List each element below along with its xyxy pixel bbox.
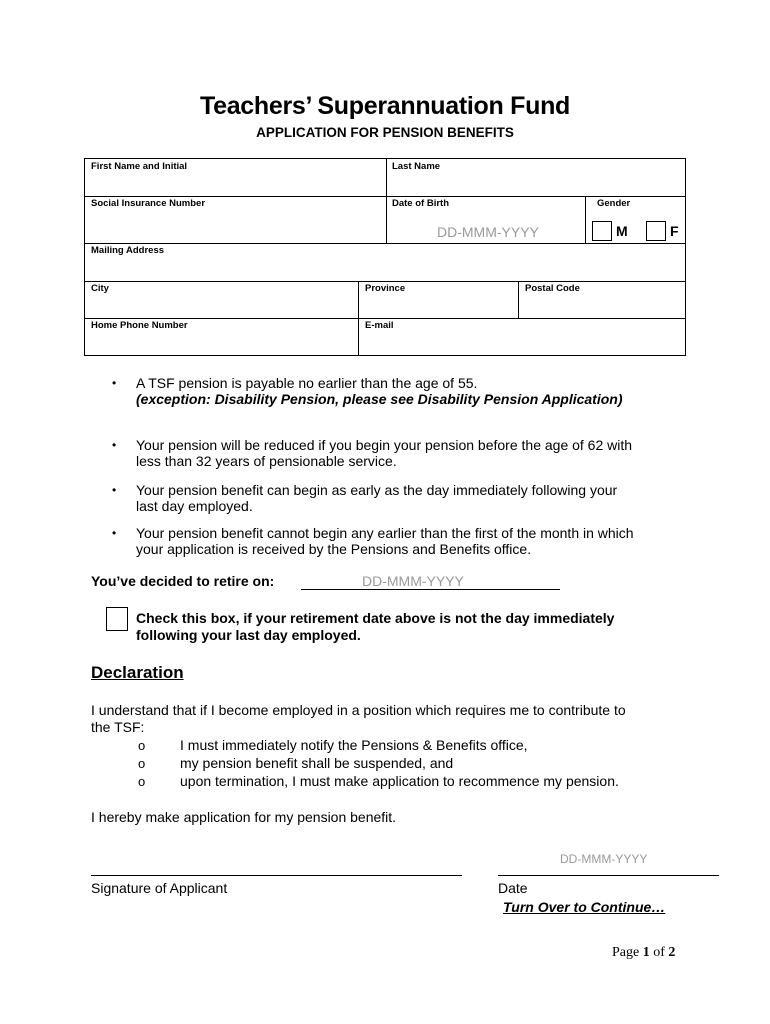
sin-label: Social Insurance Number — [91, 198, 206, 209]
page-total: 2 — [668, 945, 676, 960]
col-divider — [358, 281, 359, 356]
page-number — [612, 945, 675, 961]
bullet-text: last day employed. — [136, 498, 253, 514]
bullet-text: A TSF pension is payable no earlier than the age of 55. — [136, 375, 478, 391]
gender-m-label: M — [616, 223, 628, 239]
checkbox-label-line: Check this box, if your retirement date above is not the day immediately — [136, 610, 615, 626]
gender-label: Gender — [597, 198, 631, 209]
declaration-intro — [91, 702, 691, 736]
first-name-field[interactable] — [86, 160, 384, 195]
retirement-date-checkbox-label — [136, 610, 696, 644]
home-phone-label: Home Phone Number — [91, 320, 188, 331]
email-field[interactable] — [360, 319, 685, 355]
last-name-label: Last Name — [392, 161, 441, 172]
bullet-item — [112, 437, 712, 471]
bullet-item — [112, 482, 712, 516]
intro-line: I understand that if I become employed in a position which requires me to contribute to — [91, 702, 626, 718]
postal-code-label: Postal Code — [525, 283, 580, 294]
date-label: Date — [498, 880, 528, 896]
gender-f-checkbox[interactable] — [646, 221, 666, 241]
list-marker: o — [138, 756, 146, 771]
dob-label: Date of Birth — [392, 198, 449, 209]
bullet-icon: • — [112, 526, 117, 540]
city-field[interactable] — [86, 282, 356, 317]
page-of: of — [649, 945, 669, 960]
declaration-item: upon termination, I must make application to recommence my pension. — [180, 773, 619, 789]
col-divider — [585, 196, 586, 243]
retire-date-label: You’ve decided to retire on: — [91, 573, 275, 589]
bullet-text: Your pension benefit can begin as early as the day immediately following your — [136, 482, 618, 498]
gender-f-label: F — [670, 223, 679, 239]
gender-m-checkbox[interactable] — [592, 221, 612, 241]
turn-over-note: Turn Over to Continue… — [503, 899, 666, 915]
page-current: 1 — [642, 945, 650, 960]
col-divider — [518, 281, 519, 318]
signature-date-field[interactable]: DD-MMM-YYYY — [560, 852, 648, 866]
mailing-address-label: Mailing Address — [91, 245, 165, 256]
province-label: Province — [365, 283, 406, 294]
retire-date-underline — [301, 589, 560, 590]
applicant-info-table — [84, 158, 686, 356]
postal-code-field[interactable] — [520, 282, 685, 317]
document-title: Teachers’ Superannuation Fund — [199, 92, 571, 120]
declaration-heading: Declaration — [91, 663, 184, 682]
city-label: City — [91, 283, 109, 294]
bullet-text: Your pension will be reduced if you begin your pension before the age of 62 with — [136, 437, 633, 453]
intro-line: the TSF: — [91, 719, 145, 735]
bullet-icon: • — [112, 376, 117, 390]
retire-date-field[interactable]: DD-MMM-YYYY — [362, 573, 464, 589]
signature-label: Signature of Applicant — [91, 880, 228, 896]
dob-field[interactable]: DD-MMM-YYYY — [437, 224, 539, 240]
email-label: E-mail — [365, 320, 394, 331]
bullet-text: less than 32 years of pensionable service. — [136, 453, 397, 469]
document-subtitle: APPLICATION FOR PENSION BENEFITS — [256, 125, 514, 140]
declaration-item: I must immediately notify the Pensions & Benefits office, — [180, 737, 528, 753]
checkbox-label-line: following your last day employed. — [136, 627, 361, 643]
bullet-icon: • — [112, 483, 117, 497]
page-prefix: Page — [612, 945, 643, 960]
bullet-item — [112, 525, 712, 559]
signature-line[interactable] — [91, 875, 462, 876]
province-field[interactable] — [360, 282, 517, 317]
home-phone-field[interactable] — [86, 319, 356, 355]
application-statement: I hereby make application for my pension benefit. — [91, 809, 397, 825]
list-marker: o — [138, 738, 146, 753]
declaration-item: my pension benefit shall be suspended, and — [180, 755, 454, 771]
last-name-field[interactable] — [388, 160, 685, 195]
bullet-text: your application is received by the Pensions and Benefits office. — [136, 541, 532, 557]
col-divider — [386, 159, 387, 243]
first-name-label: First Name and Initial — [91, 161, 188, 172]
retirement-date-checkbox[interactable] — [106, 607, 128, 631]
bullet-item — [112, 375, 712, 409]
mailing-address-field[interactable] — [86, 244, 684, 280]
bullet-exception-text: (exception: Disability Pension, please see Disability Pension Application) — [136, 391, 623, 407]
date-line — [498, 875, 719, 876]
bullet-icon: • — [112, 438, 117, 452]
list-marker: o — [138, 774, 146, 789]
bullet-text: Your pension benefit cannot begin any earlier than the first of the month in which — [136, 525, 634, 541]
sin-field[interactable] — [86, 197, 384, 242]
